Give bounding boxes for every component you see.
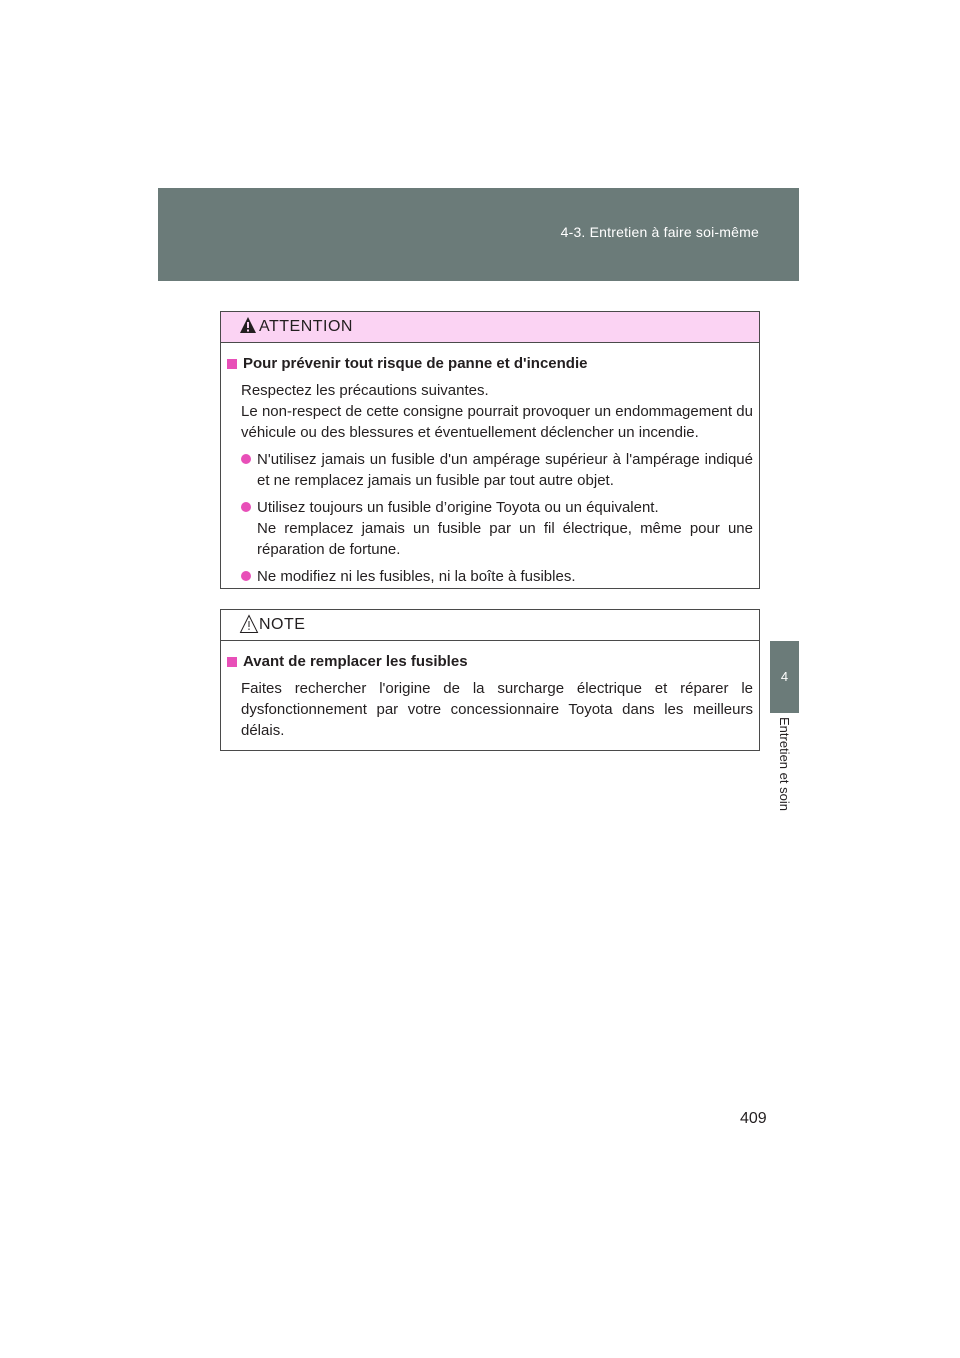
note-title: NOTE <box>259 616 306 633</box>
chapter-number-tab: 4 <box>770 641 799 713</box>
attention-header <box>221 312 759 343</box>
caution-outline-icon <box>239 614 259 634</box>
note-heading: Avant de remplacer les fusibles <box>227 651 753 672</box>
round-bullet-icon <box>241 571 251 581</box>
square-bullet-icon <box>227 359 237 369</box>
list-item: N'utilisez jamais un fusible d'un ampérage supérieur à l'ampérage indiqué et ne remplacez jamais un fusible par tout autre objet. <box>227 449 753 491</box>
header-band <box>158 188 799 281</box>
attention-heading: Pour prévenir tout risque de panne et d'incendie <box>227 353 753 374</box>
page-number: 409 <box>740 1110 767 1127</box>
warning-icon <box>239 316 257 334</box>
round-bullet-icon <box>241 502 251 512</box>
square-bullet-icon <box>227 657 237 667</box>
list-item: Ne modifiez ni les fusibles, ni la boîte à fusibles. <box>227 566 753 587</box>
note-box <box>220 609 760 751</box>
section-title: 4-3. Entretien à faire soi-même <box>560 224 759 240</box>
note-header <box>221 610 759 641</box>
list-item: Utilisez toujours un fusible d’origine Toyota ou un équivalent. Ne remplacez jamais un fusible par un fil électrique, même pour une réparation de fortune. <box>227 497 753 560</box>
chapter-title: Entretien et soin <box>777 717 792 811</box>
attention-title: ATTENTION <box>259 318 353 335</box>
attention-intro-2: Le non-respect de cette consigne pourrait provoquer un endommagement du véhicule ou des blessures et éventuellement déclencher un incendie. <box>241 403 753 441</box>
attention-box <box>220 311 760 589</box>
chapter-title-vertical <box>770 713 799 833</box>
round-bullet-icon <box>241 454 251 464</box>
attention-intro-1: Respectez les précautions suivantes. <box>241 382 489 399</box>
note-body: Faites rechercher l'origine de la surcharge électrique et réparer le dysfonctionnement par votre concessionnaire Toyota dans les meilleurs délais. <box>241 680 753 739</box>
